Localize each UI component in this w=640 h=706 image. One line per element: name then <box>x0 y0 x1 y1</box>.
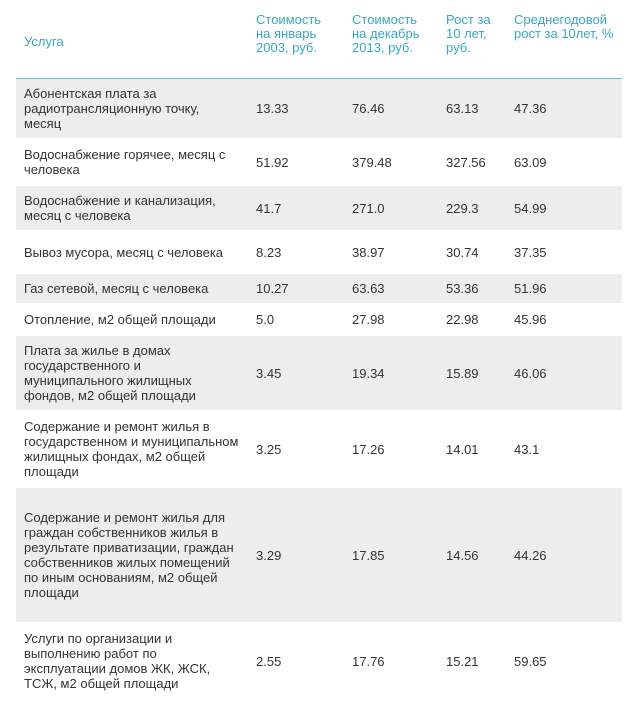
cell-price-2013: 76.46 <box>344 79 438 140</box>
cell-growth: 14.01 <box>438 411 506 487</box>
table-row <box>16 335 622 411</box>
table-row <box>16 273 622 304</box>
cell-price-2003: 3.29 <box>248 487 344 623</box>
cell-price-2013: 19.34 <box>344 335 438 411</box>
header-price-2013: Стоимость на декабрь 2013, руб. <box>344 8 438 79</box>
cell-growth: 30.74 <box>438 231 506 273</box>
cell-growth: 22.98 <box>438 304 506 335</box>
cell-service: Плата за жилье в домах государственного и муниципального жилищных фондов, м2 общей площади <box>16 335 248 411</box>
header-price-2003: Стоимость на январь 2003, руб. <box>248 8 344 79</box>
cell-service: Вывоз мусора, месяц с человека <box>16 231 248 273</box>
table-row <box>16 79 622 140</box>
cell-price-2003: 8.23 <box>248 231 344 273</box>
table-row <box>16 185 622 231</box>
cell-annual-growth: 43.1 <box>506 411 622 487</box>
cell-annual-growth: 54.99 <box>506 185 622 231</box>
cell-annual-growth: 37.35 <box>506 231 622 273</box>
header-annual-growth: Среднегодовой рост за 10лет, % <box>506 8 622 79</box>
cell-annual-growth: 47.36 <box>506 79 622 140</box>
cell-annual-growth: 45.96 <box>506 304 622 335</box>
cell-price-2013: 271.0 <box>344 185 438 231</box>
cell-price-2003: 3.25 <box>248 411 344 487</box>
cell-price-2003: 2.55 <box>248 623 344 699</box>
table-row <box>16 231 622 273</box>
cell-price-2013: 27.98 <box>344 304 438 335</box>
cell-annual-growth: 46.06 <box>506 335 622 411</box>
cell-service: Водоснабжение горячее, месяц с человека <box>16 139 248 185</box>
table-row <box>16 304 622 335</box>
cell-price-2013: 379.48 <box>344 139 438 185</box>
table-row <box>16 411 622 487</box>
cell-growth: 63.13 <box>438 79 506 140</box>
cell-service: Абонентская плата за радиотрансляционную точку, месяц <box>16 79 248 140</box>
cell-service: Газ сетевой, месяц с человека <box>16 273 248 304</box>
cell-growth: 15.21 <box>438 623 506 699</box>
cell-price-2013: 38.97 <box>344 231 438 273</box>
cell-price-2013: 17.76 <box>344 623 438 699</box>
cell-price-2003: 3.45 <box>248 335 344 411</box>
table-body <box>16 79 622 700</box>
cell-price-2013: 17.26 <box>344 411 438 487</box>
cell-growth: 229.3 <box>438 185 506 231</box>
header-service: Услуга <box>16 8 248 79</box>
cell-service: Содержание и ремонт жилья для граждан собственников жилья в результате приватизации, граждан собственников жилых помещений по иным основаниям, м2 общей площади <box>16 487 248 623</box>
table-row <box>16 139 622 185</box>
cell-price-2003: 51.92 <box>248 139 344 185</box>
cell-growth: 15.89 <box>438 335 506 411</box>
cell-price-2003: 5.0 <box>248 304 344 335</box>
cell-growth: 14.56 <box>438 487 506 623</box>
cell-price-2003: 10.27 <box>248 273 344 304</box>
table-header <box>16 8 622 79</box>
cell-price-2013: 17.85 <box>344 487 438 623</box>
cell-annual-growth: 63.09 <box>506 139 622 185</box>
cell-annual-growth: 44.26 <box>506 487 622 623</box>
table-row <box>16 623 622 699</box>
cell-service: Отопление, м2 общей площади <box>16 304 248 335</box>
cell-service: Услуги по организации и выполнению работ по эксплуатации домов ЖК, ЖСК, ТСЖ, м2 общей площади <box>16 623 248 699</box>
cell-service: Содержание и ремонт жилья в государственном и муниципальном жилищных фондах, м2 общей площади <box>16 411 248 487</box>
cell-growth: 53.36 <box>438 273 506 304</box>
header-growth: Рост за 10 лет, руб. <box>438 8 506 79</box>
cell-price-2003: 41.7 <box>248 185 344 231</box>
header-row <box>16 8 622 79</box>
cell-annual-growth: 51.96 <box>506 273 622 304</box>
table-row <box>16 487 622 623</box>
tariff-table <box>16 8 622 700</box>
cell-growth: 327.56 <box>438 139 506 185</box>
cell-service: Водоснабжение и канализация, месяц с человека <box>16 185 248 231</box>
cell-price-2013: 63.63 <box>344 273 438 304</box>
cell-annual-growth: 59.65 <box>506 623 622 699</box>
cell-price-2003: 13.33 <box>248 79 344 140</box>
